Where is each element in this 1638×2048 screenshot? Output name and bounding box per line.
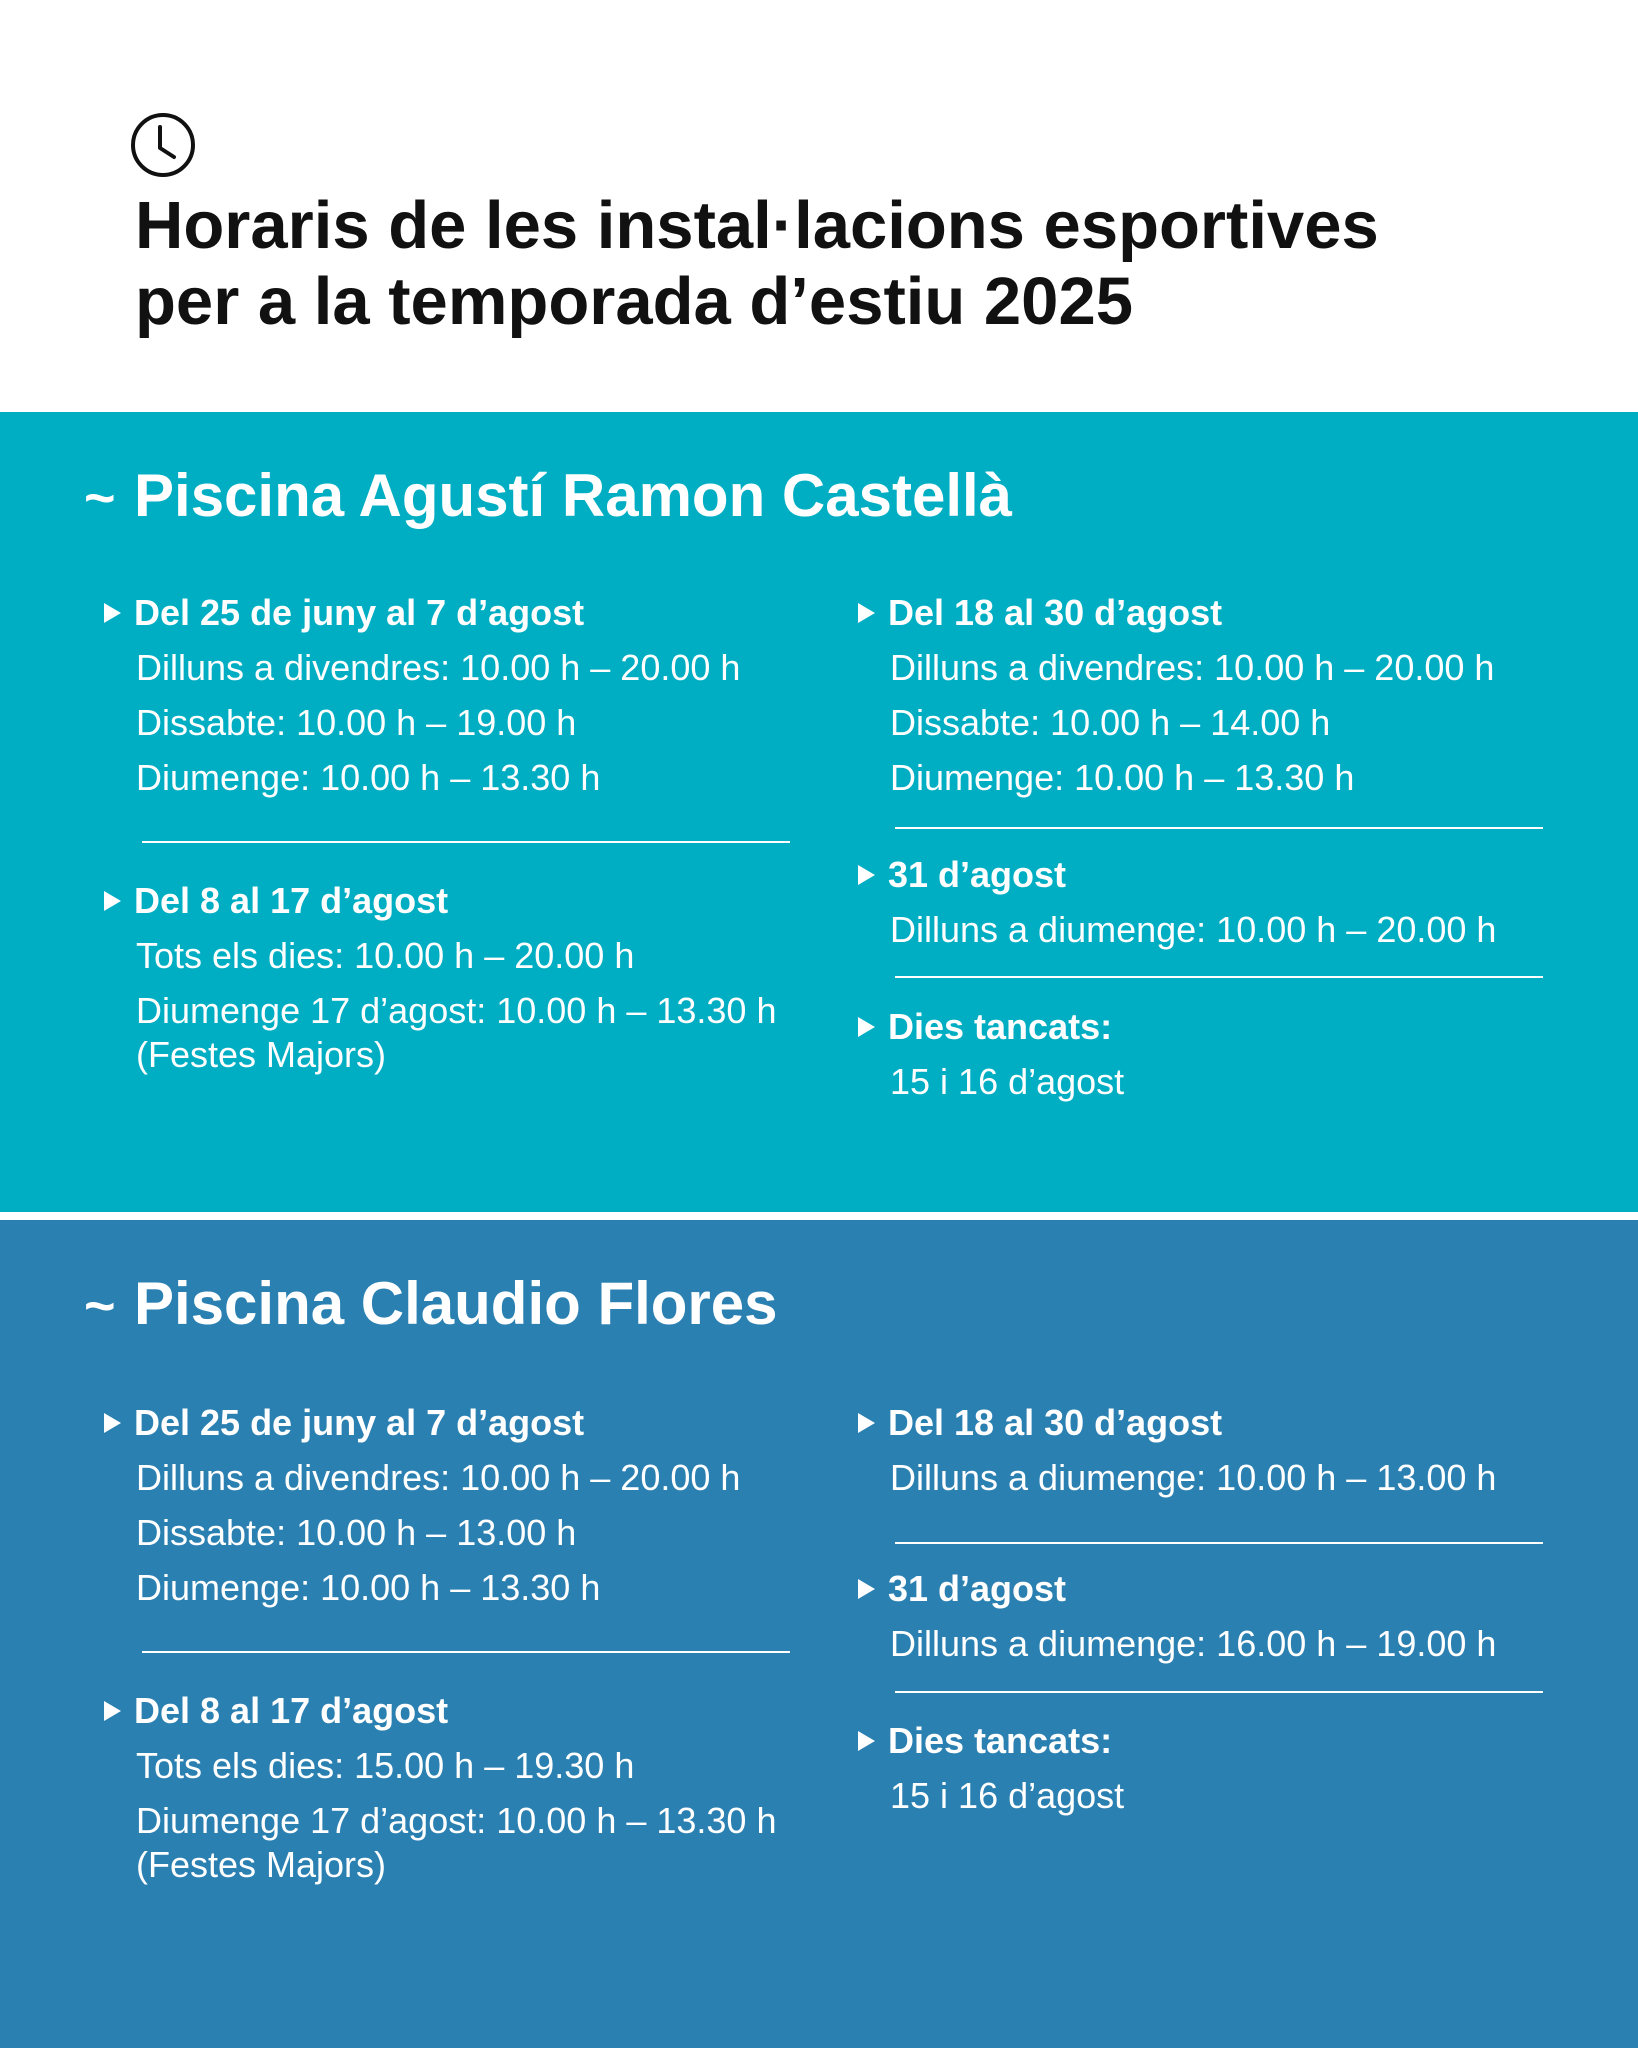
schedule-block-dies-tancats bbox=[858, 1004, 1124, 1109]
divider bbox=[895, 976, 1543, 978]
divider bbox=[142, 1651, 790, 1653]
block-heading: Dies tancats: bbox=[888, 1720, 1113, 1761]
divider bbox=[895, 1691, 1543, 1693]
block-heading: 31 d’agost bbox=[888, 1568, 1067, 1609]
schedule-line: Dilluns a diumenge: 10.00 h – 13.00 h bbox=[890, 1457, 1497, 1498]
divider bbox=[142, 841, 790, 843]
triangle-bullet-icon bbox=[104, 891, 121, 911]
block-heading: Del 25 de juny al 7 d’agost bbox=[134, 1402, 585, 1443]
pool-section-claudio-flores bbox=[0, 1220, 1638, 2048]
divider bbox=[895, 827, 1543, 829]
schedule-line: Dilluns a divendres: 10.00 h – 20.00 h bbox=[890, 647, 1495, 688]
block-heading: Del 8 al 17 d’agost bbox=[134, 1690, 449, 1731]
schedule-line: Dissabte: 10.00 h – 13.00 h bbox=[136, 1512, 577, 1553]
block-heading: Del 18 al 30 d’agost bbox=[888, 592, 1223, 633]
pool-name: Piscina Claudio Flores bbox=[134, 1270, 778, 1337]
block-heading: Del 25 de juny al 7 d’agost bbox=[134, 592, 585, 633]
schedule-line: Diumenge: 10.00 h – 13.30 h bbox=[136, 757, 601, 798]
schedule-block-18-30-agost bbox=[858, 590, 1494, 805]
schedule-line: (Festes Majors) bbox=[136, 1034, 387, 1075]
schedule-line: Diumenge: 10.00 h – 13.30 h bbox=[890, 757, 1355, 798]
schedule-line: Tots els dies: 10.00 h – 20.00 h bbox=[136, 935, 635, 976]
schedule-line: (Festes Majors) bbox=[136, 1844, 387, 1885]
block-heading: Dies tancats: bbox=[888, 1006, 1113, 1047]
schedule-line: Diumenge 17 d’agost: 10.00 h – 13.30 h bbox=[136, 990, 777, 1031]
block-heading: Del 18 al 30 d’agost bbox=[888, 1402, 1223, 1443]
triangle-bullet-icon bbox=[104, 1413, 121, 1433]
schedule-block-31-agost bbox=[858, 852, 1496, 957]
schedule-line: Dilluns a divendres: 10.00 h – 20.00 h bbox=[136, 1457, 741, 1498]
schedule-line: Diumenge: 10.00 h – 13.30 h bbox=[136, 1567, 601, 1608]
schedule-block-8-17-agost bbox=[104, 878, 776, 1077]
schedule-line: Diumenge 17 d’agost: 10.00 h – 13.30 h bbox=[136, 1800, 777, 1841]
page-title bbox=[135, 188, 1379, 340]
tilde-icon: ~ bbox=[84, 1276, 116, 1336]
triangle-bullet-icon bbox=[858, 865, 875, 885]
schedule-block-dies-tancats bbox=[858, 1718, 1124, 1823]
pool-title bbox=[84, 460, 1012, 534]
pool-title bbox=[84, 1268, 778, 1342]
schedule-line: Tots els dies: 15.00 h – 19.30 h bbox=[136, 1745, 635, 1786]
tilde-icon: ~ bbox=[84, 468, 116, 528]
block-heading: 31 d’agost bbox=[888, 854, 1067, 895]
schedule-block-31-agost bbox=[858, 1566, 1496, 1671]
schedule-line: 15 i 16 d’agost bbox=[890, 1061, 1125, 1102]
schedule-line: Dilluns a diumenge: 10.00 h – 20.00 h bbox=[890, 909, 1497, 950]
page-title-line-1: Horaris de les instal·lacions esportives bbox=[135, 188, 1379, 263]
page-title-line-2: per a la temporada d’estiu 2025 bbox=[135, 264, 1133, 339]
page-header bbox=[0, 0, 1638, 412]
pool-section-agusti-ramon-castella bbox=[0, 412, 1638, 1212]
schedule-line: 15 i 16 d’agost bbox=[890, 1775, 1125, 1816]
triangle-bullet-icon bbox=[858, 1017, 875, 1037]
schedule-block-25-juny-7-agost bbox=[104, 590, 740, 805]
triangle-bullet-icon bbox=[858, 1579, 875, 1599]
schedule-line: Dissabte: 10.00 h – 14.00 h bbox=[890, 702, 1331, 743]
block-heading: Del 8 al 17 d’agost bbox=[134, 880, 449, 921]
triangle-bullet-icon bbox=[858, 1731, 875, 1751]
schedule-block-8-17-agost bbox=[104, 1688, 776, 1887]
schedule-block-25-juny-7-agost bbox=[104, 1400, 740, 1615]
pool-name: Piscina Agustí Ramon Castellà bbox=[134, 462, 1013, 529]
triangle-bullet-icon bbox=[104, 1701, 121, 1721]
schedule-line: Dilluns a diumenge: 16.00 h – 19.00 h bbox=[890, 1623, 1497, 1664]
triangle-bullet-icon bbox=[104, 603, 121, 623]
triangle-bullet-icon bbox=[858, 1413, 875, 1433]
schedule-block-18-30-agost bbox=[858, 1400, 1496, 1505]
schedule-line: Dissabte: 10.00 h – 19.00 h bbox=[136, 702, 577, 743]
clock-icon bbox=[130, 112, 196, 178]
divider bbox=[895, 1542, 1543, 1544]
schedule-line: Dilluns a divendres: 10.00 h – 20.00 h bbox=[136, 647, 741, 688]
triangle-bullet-icon bbox=[858, 603, 875, 623]
